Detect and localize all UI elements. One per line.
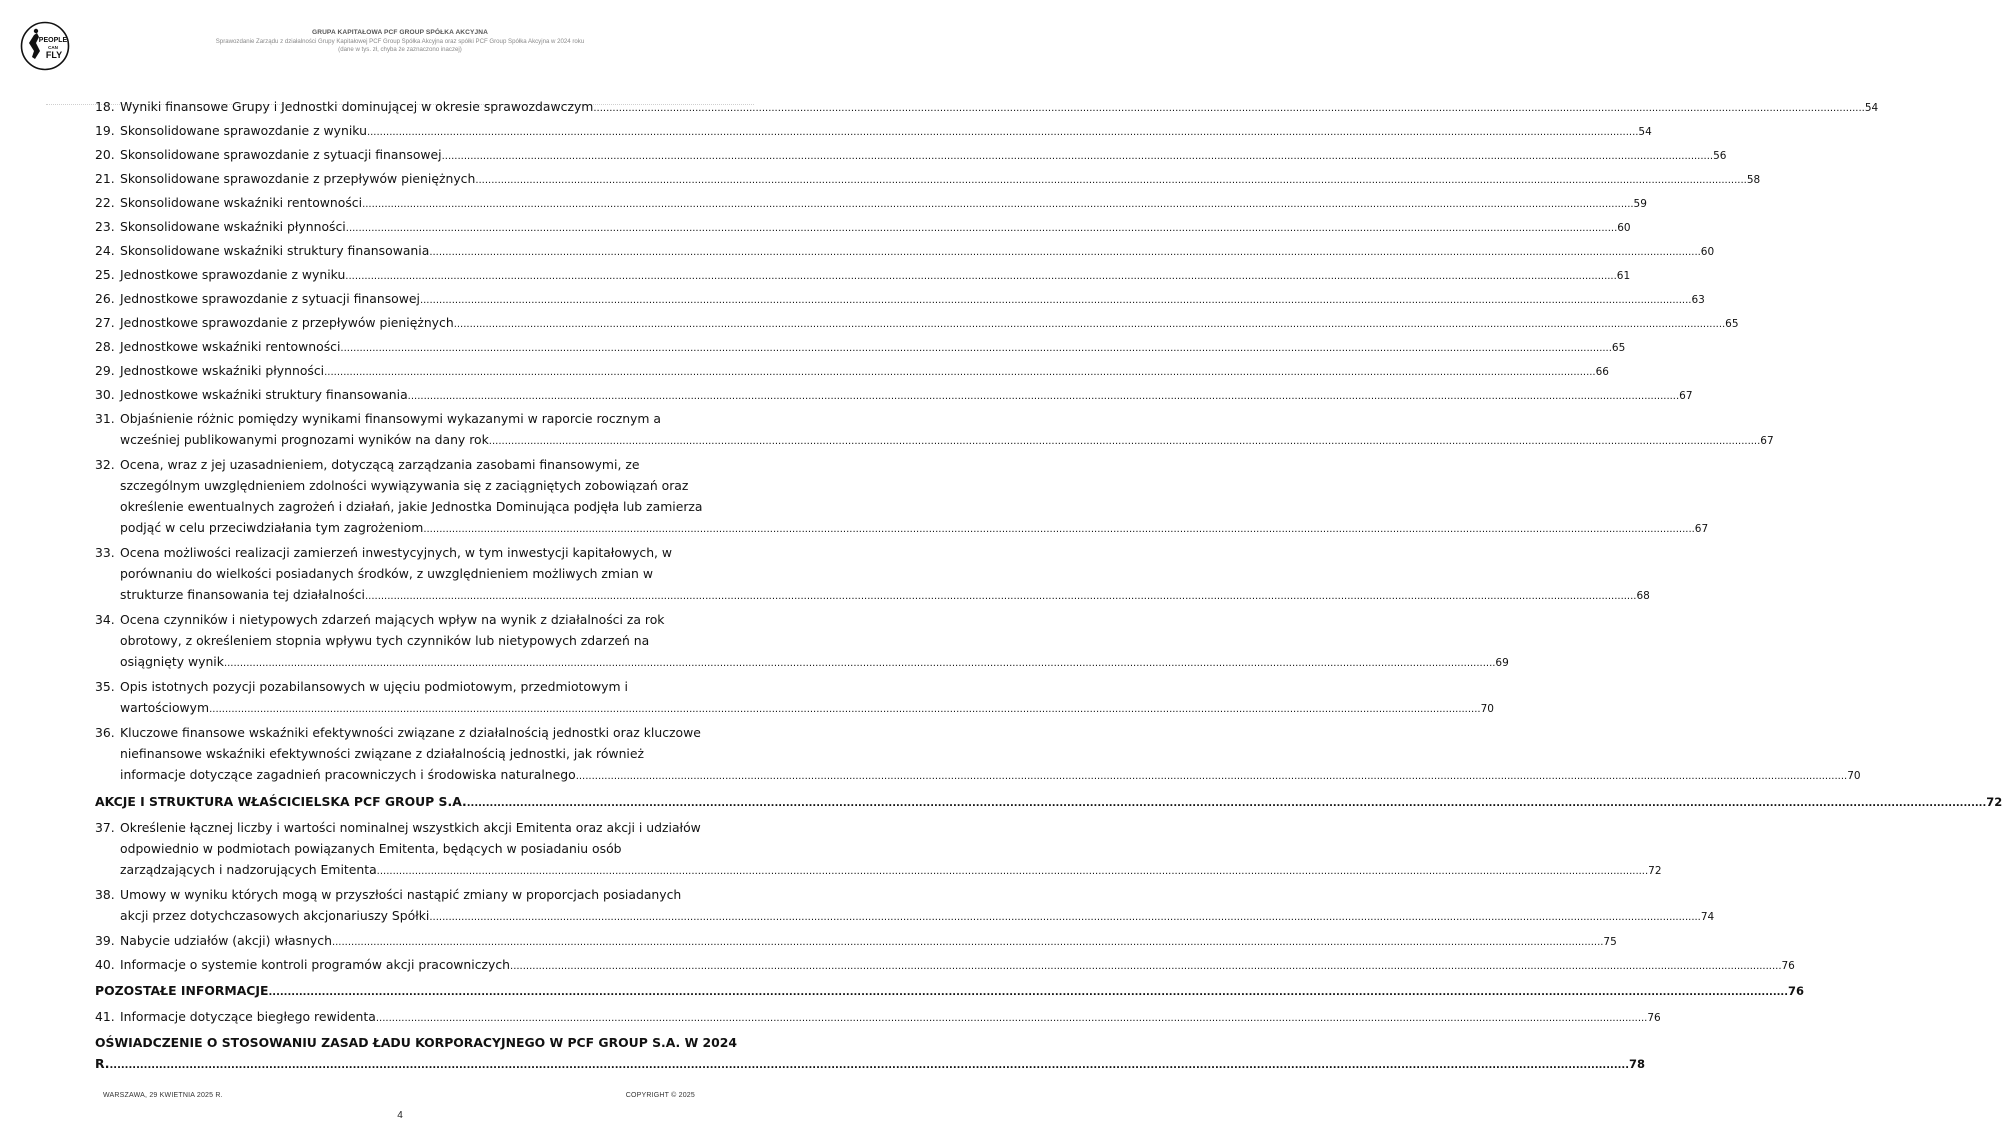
toc-entry[interactable] <box>95 542 1650 605</box>
toc-entry-text: Informacje o systemie kontroli programów akcji pracowniczych <box>120 957 511 972</box>
toc-section-heading[interactable] <box>95 1032 1646 1074</box>
toc-entry-text: Jednostkowe sprawozdanie z przepływów pieniężnych <box>120 315 454 330</box>
toc-entry[interactable] <box>95 192 1647 213</box>
toc-leader-dots: ................................................................................................................................................................................................................................................................................................................................................................................................................ <box>362 199 1634 210</box>
footer-copyright: COPYRIGHT © 2025 <box>625 1092 695 1099</box>
toc-entry-number: 23. <box>95 219 115 234</box>
toc-entry-text: zarządzających i nadzorujących Emitenta <box>120 862 377 877</box>
toc-entry-text: Jednostkowe wskaźniki płynności <box>120 363 325 378</box>
toc-entry-number: 22. <box>95 195 115 210</box>
header-note: (dane w tys. zł, chyba że zaznaczono inaczej) <box>338 46 462 53</box>
toc-page-number: 74 <box>1700 911 1715 923</box>
toc-page-number: 54 <box>1864 102 1879 114</box>
toc-entry-number: 20. <box>95 147 115 162</box>
toc-entry-number: 29. <box>95 363 115 378</box>
toc-entry-text: Nabycie udziałów (akcji) własnych <box>120 933 332 948</box>
toc-entry-text: Ocena możliwości realizacji zamierzeń inwestycyjnych, w tym inwestycji kapitałowych, w <box>120 545 673 560</box>
toc-entry[interactable] <box>95 264 1631 285</box>
toc-entry-text: Skonsolidowane sprawozdanie z wyniku <box>120 123 367 138</box>
toc-entry-text: Skonsolidowane wskaźniki struktury finansowania <box>120 243 430 258</box>
toc-entry-text: wcześniej publikowanymi prognozami wyników na dany rok <box>120 432 489 447</box>
toc-leader-dots: ................................................................................................................................................................................................................................................................................................................................................................................................................ <box>223 658 1496 669</box>
toc-leader-dots: ................................................................................................................................................................................................................................................................................................................................................................................................................ <box>340 343 1612 354</box>
toc-leader-dots: ................................................................................................................................................................................................................................................................................................................................................................................................................ <box>429 912 1701 923</box>
toc-leader-dots: ................................................................................................................................................................................................................................................................................................................................................................................................................ <box>268 987 1789 998</box>
toc-entry-number: 21. <box>95 171 115 186</box>
toc-entry-number: 37. <box>95 820 115 835</box>
toc-entry[interactable] <box>95 676 1494 718</box>
toc-page-number: 78 <box>1629 1057 1646 1071</box>
toc-entry-text: Określenie łącznej liczby i wartości nominalnej wszystkich akcji Emitenta oraz akcji i udziałów <box>120 820 701 835</box>
toc-section-heading[interactable] <box>95 791 2002 812</box>
toc-entry-text: Jednostkowe sprawozdanie z wyniku <box>120 267 346 282</box>
toc-entry-text: określenie ewentualnych zagrożeń i działań, jakie Jednostka Dominująca podjęła lub zamierza <box>120 499 703 514</box>
toc-entry-text: Opis istotnych pozycji pozabilansowych w ujęciu podmiotowym, przedmiotowym i <box>120 679 628 694</box>
toc-entry-text: Ocena czynników i nietypowych zdarzeń mających wpływ na wynik z działalności za rok <box>120 612 665 627</box>
toc-entry[interactable] <box>95 288 1705 309</box>
toc-leader-dots: ................................................................................................................................................................................................................................................................................................................................................................................................................ <box>407 391 1680 402</box>
toc-entry-text: Objaśnienie różnic pomiędzy wynikami finansowymi wykazanymi w raporcie rocznym a <box>120 411 661 426</box>
toc-page-number: 70 <box>1847 770 1861 782</box>
toc-page-number: 76 <box>1788 984 1805 998</box>
toc-entry-text: Ocena, wraz z jej uzasadnieniem, dotyczącą zarządzania zasobami finansowymi, ze <box>120 457 640 472</box>
toc-leader-dots: ................................................................................................................................................................................................................................................................................................................................................................................................................ <box>423 524 1695 535</box>
toc-leader-dots: ................................................................................................................................................................................................................................................................................................................................................................................................................ <box>419 295 1692 306</box>
toc-entry-number: 25. <box>95 267 115 282</box>
toc-entry[interactable] <box>95 96 1879 117</box>
header-subtitle: Sprawozdanie Zarządu z działalności Grupy Kapitałowej PCF Group Spółka Akcyjna oraz spółki PCF Group Spółka Akcyjna w 2024 roku <box>215 38 585 45</box>
toc-entry-text: Kluczowe finansowe wskaźniki efektywności związane z działalnością jednostki oraz kluczowe <box>120 725 701 740</box>
toc-entry[interactable] <box>95 408 1774 450</box>
toc-entry-text: OŚWIADCZENIE O STOSOWANIU ZASAD ŁADU KORPORACYJNEGO W PCF GROUP S.A. W 2024 <box>95 1035 738 1050</box>
toc-page-number: 66 <box>1595 366 1609 378</box>
toc-entry-number: 24. <box>95 243 115 258</box>
toc-entry[interactable] <box>95 954 1795 975</box>
toc-entry-text: porównaniu do wielkości posiadanych środków, z uwzględnieniem możliwych zmian w <box>120 566 653 581</box>
toc-page-number: 61 <box>1616 270 1631 282</box>
toc-entry-text: szczególnym uwzględnieniem zdolności wywiązywania się z zaciągniętych zobowiązań oraz <box>120 478 689 493</box>
toc-page-number: 76 <box>1647 1012 1661 1024</box>
toc-page-number: 72 <box>1648 865 1662 877</box>
toc-entry-text: Umowy w wyniku których mogą w przyszłości nastąpić zmiany w proporcjach posiadanych <box>120 887 682 902</box>
toc-page-number: 69 <box>1495 657 1509 669</box>
toc-entry[interactable] <box>95 360 1609 381</box>
toc-leader-dots: ................................................................................................................................................................................................................................................................................................................................................................................................................ <box>488 436 1761 447</box>
toc-leader-dots: ................................................................................................................................................................................................................................................................................................................................................................................................................ <box>593 103 1865 114</box>
header-title: GRUPA KAPITAŁOWA PCF GROUP SPÓŁKA AKCYJNA <box>311 29 489 36</box>
toc-page-number: 54 <box>1638 126 1652 138</box>
page-header <box>0 29 800 53</box>
toc-page-number: 67 <box>1694 523 1709 535</box>
toc-page-number: 65 <box>1725 318 1739 330</box>
toc-leader-dots: ................................................................................................................................................................................................................................................................................................................................................................................................................ <box>429 247 1701 258</box>
toc-leader-dots: ................................................................................................................................................................................................................................................................................................................................................................................................................ <box>345 271 1617 282</box>
toc-entry[interactable] <box>95 144 1727 165</box>
toc-section-heading[interactable] <box>95 980 1805 1001</box>
toc-entry-number: 26. <box>95 291 115 306</box>
toc-entry-number: 18. <box>95 99 115 114</box>
toc-leader-dots: ................................................................................................................................................................................................................................................................................................................................................................................................................ <box>324 367 1596 378</box>
toc-entry-number: 28. <box>95 339 115 354</box>
toc-entry-number: 40. <box>95 957 115 972</box>
toc-entry[interactable] <box>95 722 1861 785</box>
toc-page-number: 70 <box>1480 703 1494 715</box>
toc-entry[interactable] <box>95 817 1662 880</box>
toc-page-number: 67 <box>1679 390 1693 402</box>
toc-entry-text: strukturze finansowania tej działalności <box>120 587 365 602</box>
toc-page-number: 56 <box>1713 150 1727 162</box>
toc-entry-text: akcji przez dotychczasowych akcjonariuszy Spółki <box>120 908 430 923</box>
toc-entry-text: podjąć w celu przeciwdziałania tym zagrożeniom <box>120 520 424 535</box>
toc-page-number: 68 <box>1636 590 1650 602</box>
toc-entry-number: 31. <box>95 411 115 426</box>
toc-page-number: 60 <box>1617 222 1631 234</box>
toc-entry-text: osiągnięty wynik <box>120 654 224 669</box>
toc-page-number: 60 <box>1700 246 1715 258</box>
toc-entry-text: Wyniki finansowe Grupy i Jednostki dominującej w okresie sprawozdawczym <box>120 99 594 114</box>
toc-leader-dots: ................................................................................................................................................................................................................................................................................................................................................................................................................ <box>441 151 1714 162</box>
toc-entry-number: 33. <box>95 545 115 560</box>
toc-entry[interactable] <box>95 384 1693 405</box>
toc-entry-number: 39. <box>95 933 115 948</box>
toc-entry-text: Skonsolidowane wskaźniki płynności <box>120 219 346 234</box>
toc-entry-text: Skonsolidowane sprawozdanie z sytuacji finansowej <box>120 147 442 162</box>
toc-page-number: 58 <box>1746 174 1761 186</box>
toc-entry[interactable] <box>95 216 1631 237</box>
toc-page-number: 76 <box>1781 960 1795 972</box>
toc-page-number: 72 <box>1986 795 2002 809</box>
toc-entry[interactable] <box>95 120 1652 141</box>
toc-entry-text: Informacje dotyczące biegłego rewidenta <box>120 1009 376 1024</box>
toc-entry[interactable] <box>95 240 1715 261</box>
toc-entry-text: niefinansowe wskaźniki efektywności związane z działalnością jednostki, jak również <box>120 746 644 761</box>
toc-leader-dots: ................................................................................................................................................................................................................................................................................................................................................................................................................ <box>475 175 1747 186</box>
toc-entry-text: informacje dotyczące zagadnień pracowniczych i środowiska naturalnego <box>120 767 576 782</box>
toc-page-number: 67 <box>1760 435 1774 447</box>
toc-entry-number: 30. <box>95 387 115 402</box>
toc-entry-number: 36. <box>95 725 115 740</box>
toc-entry-text: AKCJE I STRUKTURA WŁAŚCICIELSKA PCF GROUP S.A. <box>95 794 467 809</box>
toc-entry-number: 32. <box>95 457 115 472</box>
toc-entry-number: 19. <box>95 123 115 138</box>
toc-entry[interactable] <box>95 930 1617 951</box>
toc-entry-text: obrotowy, z określeniem stopnia wpływu tych czynników lub nietypowych zdarzeń na <box>120 633 650 648</box>
toc-page-number: 59 <box>1633 198 1647 210</box>
toc-leader-dots: ................................................................................................................................................................................................................................................................................................................................................................................................................ <box>331 937 1604 948</box>
toc-entry-number: 27. <box>95 315 115 330</box>
toc-leader-dots: ................................................................................................................................................................................................................................................................................................................................................................................................................ <box>366 127 1639 138</box>
toc-entry-text: R. <box>95 1056 110 1071</box>
toc-entry[interactable] <box>95 168 1761 189</box>
toc-entry-text: Skonsolidowane wskaźniki rentowności <box>120 195 363 210</box>
toc-entry[interactable] <box>95 884 1715 926</box>
toc-entry[interactable] <box>95 1006 1661 1027</box>
toc-page-number: 75 <box>1603 936 1617 948</box>
toc-leader-dots: ................................................................................................................................................................................................................................................................................................................................................................................................................ <box>466 798 1987 809</box>
toc-entry-text: odpowiednio w podmiotach powiązanych Emitenta, będących w posiadaniu osób <box>120 841 622 856</box>
toc-page-number: 63 <box>1691 294 1705 306</box>
toc-leader-dots: ................................................................................................................................................................................................................................................................................................................................................................................................................ <box>575 771 1848 782</box>
toc-entry-number: 34. <box>95 612 115 627</box>
toc-entry-number: 41. <box>95 1009 115 1024</box>
svg-text:PEOPLE: PEOPLE <box>38 37 68 44</box>
toc-entry[interactable] <box>95 609 1509 672</box>
toc-leader-dots: ................................................................................................................................................................................................................................................................................................................................................................................................................ <box>376 866 1649 877</box>
toc-leader-dots: ................................................................................................................................................................................................................................................................................................................................................................................................................ <box>453 319 1726 330</box>
toc-entry-number: 38. <box>95 887 115 902</box>
toc-leader-dots: ................................................................................................................................................................................................................................................................................................................................................................................................................ <box>209 704 1481 715</box>
page-number: 4 <box>397 1110 403 1121</box>
toc-entry-text: POZOSTAŁE INFORMACJE <box>95 983 269 998</box>
toc-leader-dots: ................................................................................................................................................................................................................................................................................................................................................................................................................ <box>364 591 1637 602</box>
toc-page-number: 65 <box>1611 342 1626 354</box>
svg-text:CAN: CAN <box>48 45 58 50</box>
svg-text:FLY: FLY <box>45 50 63 60</box>
toc-entry-text: Jednostkowe wskaźniki rentowności <box>120 339 341 354</box>
footer-date: WARSZAWA, 29 KWIETNIA 2025 R. <box>103 1092 223 1099</box>
toc-leader-dots: ................................................................................................................................................................................................................................................................................................................................................................................................................ <box>375 1013 1648 1024</box>
toc-entry-text: Jednostkowe sprawozdanie z sytuacji finansowej <box>120 291 420 306</box>
toc-entry-number: 35. <box>95 679 115 694</box>
toc-entry[interactable] <box>95 336 1626 357</box>
toc-entry-text: Skonsolidowane sprawozdanie z przepływów pieniężnych <box>120 171 476 186</box>
toc-entry-text: wartościowym <box>120 700 210 715</box>
toc-entry[interactable] <box>95 454 1709 538</box>
toc-leader-dots: ................................................................................................................................................................................................................................................................................................................................................................................................................ <box>510 961 1782 972</box>
toc-leader-dots: ................................................................................................................................................................................................................................................................................................................................................................................................................ <box>109 1060 1630 1071</box>
toc-leader-dots: ................................................................................................................................................................................................................................................................................................................................................................................................................ <box>345 223 1618 234</box>
toc-entry[interactable] <box>95 312 1739 333</box>
toc-entry-text: Jednostkowe wskaźniki struktury finansowania <box>120 387 408 402</box>
